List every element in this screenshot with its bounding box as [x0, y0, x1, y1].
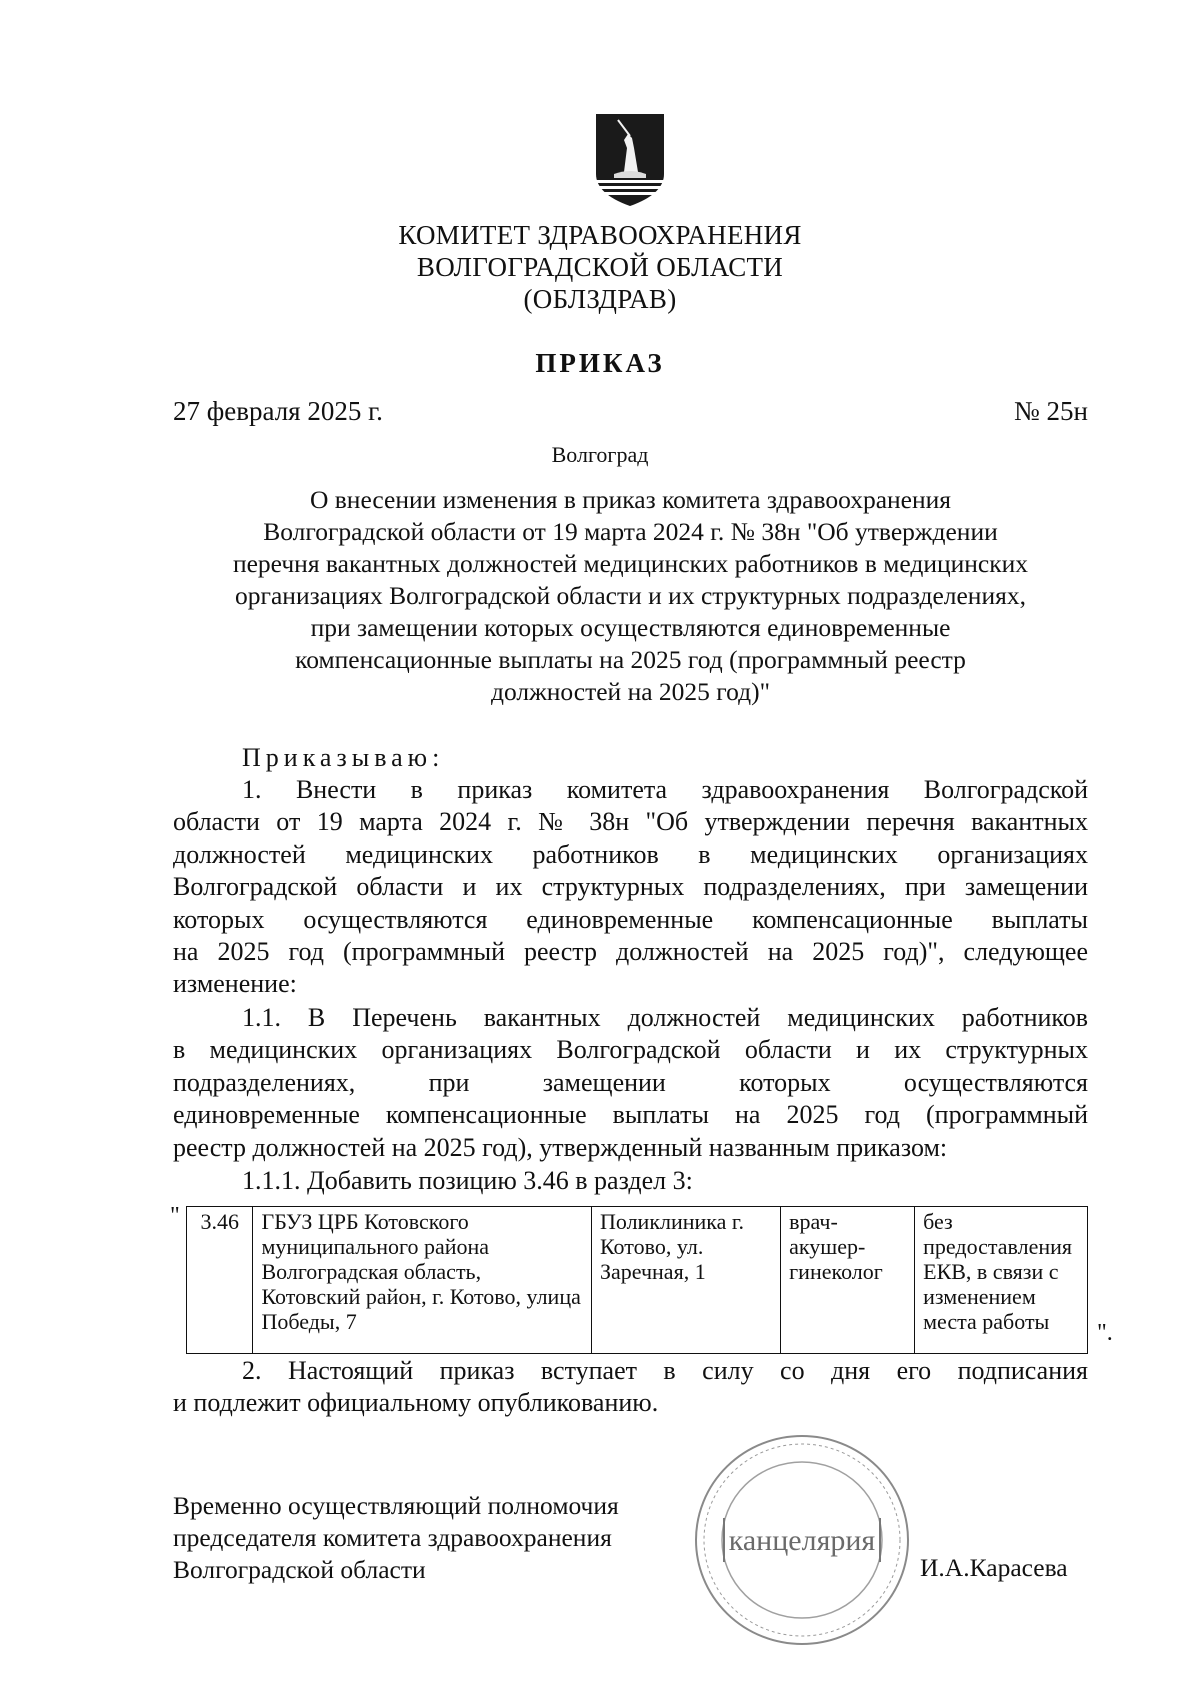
table-quote-open: " [170, 1203, 180, 1229]
cell-number: 3.46 [187, 1207, 253, 1354]
paragraph-line: подразделениях, при замещении которых осуществляются [173, 1067, 1088, 1097]
org-name-line3: (ОБЛЗДРАВ) [523, 284, 677, 314]
paragraph-2 [173, 1355, 1088, 1420]
paragraph-line: изменение: [173, 969, 297, 999]
paragraph-line: на 2025 год (программный реестр должностей на 2025 год)", следующее [173, 936, 1088, 966]
paragraph-line: 1.1. В Перечень вакантных должностей медицинских работников [242, 1003, 1088, 1032]
paragraph-1 [173, 774, 1088, 1001]
cell-position: врач-акушер-гинеколог [781, 1207, 915, 1354]
subject-line: должностей на 2025 год)" [491, 677, 770, 706]
paragraph-line: 2. Настоящий приказ вступает в силу со дня его подписания [242, 1356, 1088, 1385]
paragraph-line: 1. Внести в приказ комитета здравоохранения Волгоградской [242, 775, 1088, 804]
subject-line: при замещении которых осуществляются единовременные [310, 613, 951, 642]
document-subject [173, 484, 1088, 708]
stamp-icon [690, 1430, 915, 1650]
orders-word: Приказываю: [242, 743, 445, 772]
document-date: 27 февраля 2025 г. [173, 396, 383, 426]
signer-line: Временно осуществляющий полномочия [173, 1491, 619, 1520]
subject-line: О внесении изменения в приказ комитета здравоохранения [309, 485, 952, 514]
coat-of-arms-icon [594, 112, 666, 208]
cell-note: без предоставления ЕКВ, в связи с изменением места работы [915, 1207, 1088, 1354]
subject-line: компенсационные выплаты на 2025 год (программный реестр [295, 645, 966, 674]
position-table [186, 1206, 1088, 1354]
subject-line: Волгоградской области от 19 марта 2024 г. № 38н "Об утверждении [263, 517, 998, 546]
cell-organization: ГБУЗ ЦРБ Котовского муниципального района Волгоградская область, Котовский район, г. Котово, улица Победы, 7 [253, 1207, 592, 1354]
document-city: Волгоград [551, 442, 649, 467]
table-quote-close: ". [1097, 1320, 1113, 1346]
table-row [187, 1207, 1088, 1354]
document-title: ПРИКАЗ [535, 348, 665, 378]
paragraph-line: области от 19 марта 2024 г. № 38н "Об утверждении перечня вакантных [173, 807, 1088, 837]
subject-line: организациях Волгоградской области и их структурных подразделениях, [235, 581, 1026, 610]
signer-title [173, 1490, 619, 1586]
paragraph-line: в медицинских организациях Волгоградской области и их структурных [173, 1035, 1088, 1065]
document-number: № 25н [1014, 396, 1088, 426]
signer-line: Волгоградской области [173, 1555, 426, 1584]
cell-unit: Поликлиника г. Котово, ул. Заречная, 1 [591, 1207, 780, 1354]
paragraph-line: должностей медицинских работников в медицинских организациях [173, 839, 1088, 869]
paragraph-line: Волгоградской области и их структурных подразделениях, при замещении [173, 872, 1088, 902]
paragraph-line: реестр должностей на 2025 год), утвержденный названным приказом: [173, 1132, 948, 1162]
paragraph-line: и подлежит официальному опубликованию. [173, 1388, 659, 1418]
paragraph-line: которых осуществляются единовременные компенсационные выплаты [173, 904, 1088, 934]
paragraph-1-1 [173, 1002, 1088, 1164]
paragraph-1-1-1: 1.1.1. Добавить позицию 3.46 в раздел 3: [242, 1166, 693, 1195]
stamp-label: канцелярия [728, 1524, 876, 1557]
signer-name: И.А.Карасева [920, 1553, 1068, 1582]
org-name-line1: КОМИТЕТ ЗДРАВООХРАНЕНИЯ [398, 220, 802, 250]
paragraph-line: единовременные компенсационные выплаты на 2025 год (программный [173, 1100, 1088, 1130]
org-name-line2: ВОЛГОГРАДСКОЙ ОБЛАСТИ [416, 252, 784, 282]
subject-line: перечня вакантных должностей медицинских работников в медицинских [232, 549, 1029, 578]
signer-line: председателя комитета здравоохранения [173, 1523, 612, 1552]
